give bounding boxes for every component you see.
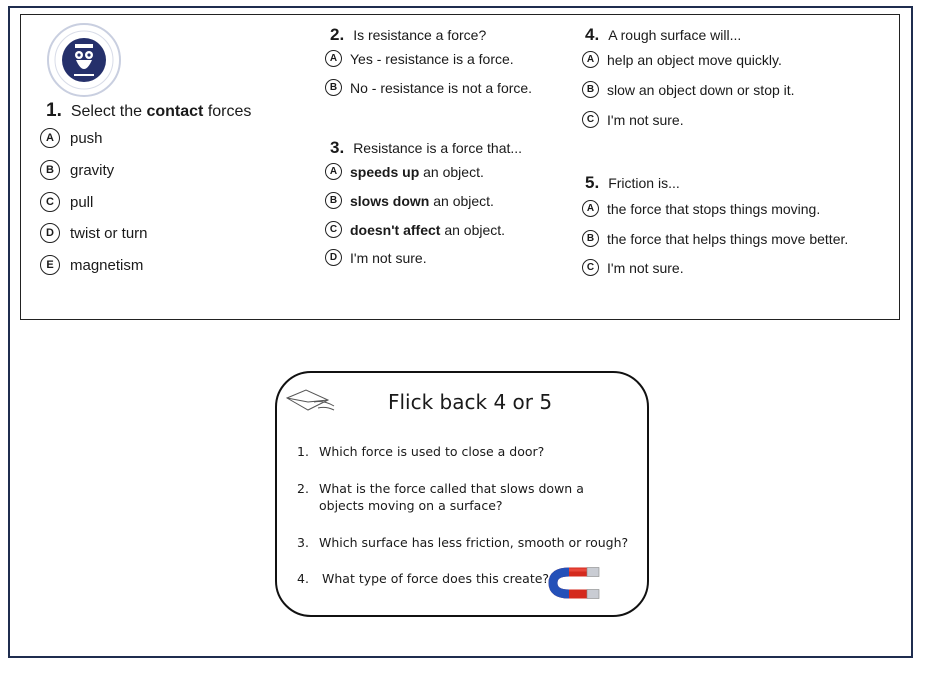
option-letter: B — [582, 230, 599, 247]
school-owl-crest-icon — [46, 22, 122, 98]
option-text: Yes - resistance is a force. — [350, 50, 514, 67]
option-letter: D — [40, 223, 60, 243]
option-letter: B — [325, 192, 342, 209]
option-text: I'm not sure. — [350, 249, 427, 266]
recap-question-1 — [297, 443, 544, 460]
recap-question-text: Which surface has less friction, smooth or rough? — [319, 535, 629, 550]
recap-question-4 — [297, 570, 549, 587]
question-number: 5. — [585, 173, 600, 192]
option-text: twist or turn — [70, 224, 148, 242]
recap-question-number: 1. — [297, 444, 309, 459]
q3-option-a[interactable] — [325, 163, 484, 180]
option-letter: C — [582, 111, 599, 128]
question-number: 2. — [330, 25, 345, 44]
option-letter: C — [325, 221, 342, 238]
question-3-heading — [330, 138, 522, 158]
option-text-bold: slows down — [350, 192, 430, 209]
question-text-emphasis: contact — [146, 103, 204, 120]
q1-option-d[interactable] — [40, 223, 148, 243]
option-text: gravity — [70, 161, 115, 179]
option-text: I'm not sure. — [607, 259, 684, 276]
option-text: an object. — [440, 221, 506, 238]
option-letter: A — [325, 50, 342, 67]
q2-option-b[interactable] — [325, 79, 532, 96]
horseshoe-magnet-icon — [545, 565, 603, 599]
recap-question-2 — [297, 480, 584, 514]
option-text: an object. — [429, 192, 494, 209]
option-text: magnetism — [70, 256, 144, 274]
question-number: 1. — [46, 100, 62, 121]
question-text-prefix: Select the — [70, 103, 147, 120]
question-text: A rough surface will... — [608, 27, 742, 43]
option-text: the force that helps things move better. — [607, 230, 849, 247]
recap-question-text-line-2: objects moving on a surface? — [319, 498, 503, 513]
question-text: Is resistance a force? — [353, 27, 487, 43]
q3-option-b[interactable] — [325, 192, 494, 209]
option-letter: C — [40, 192, 60, 212]
q1-option-e[interactable] — [40, 255, 143, 275]
option-text: the force that stops things moving. — [607, 200, 821, 217]
option-letter: A — [325, 163, 342, 180]
envelope-icon — [284, 386, 336, 416]
option-text: slow an object down or stop it. — [607, 81, 795, 98]
recap-question-text: Which force is used to close a door? — [319, 444, 545, 459]
q1-option-c[interactable] — [40, 192, 93, 212]
q1-option-b[interactable] — [40, 160, 114, 180]
q4-option-b[interactable] — [582, 81, 795, 98]
question-text-suffix: forces — [203, 103, 252, 120]
option-letter: A — [40, 128, 60, 148]
q2-option-a[interactable] — [325, 50, 514, 67]
question-number: 4. — [585, 25, 600, 44]
q3-option-c[interactable] — [325, 221, 505, 238]
option-letter: A — [582, 51, 599, 68]
option-text-bold: speeds up — [350, 163, 420, 180]
q4-option-c[interactable] — [582, 111, 684, 128]
question-4-heading — [585, 25, 741, 45]
option-letter: E — [40, 255, 60, 275]
recap-question-3 — [297, 534, 628, 551]
option-letter: D — [325, 249, 342, 266]
recap-question-number: 2. — [297, 481, 309, 496]
option-text: I'm not sure. — [607, 111, 684, 128]
question-number: 3. — [330, 138, 345, 157]
question-1-heading — [46, 100, 251, 122]
option-text: push — [70, 129, 103, 147]
question-text: Friction is... — [608, 175, 680, 191]
option-text: No - resistance is not a force. — [350, 79, 533, 96]
q5-option-a[interactable] — [582, 200, 820, 217]
option-letter: B — [582, 81, 599, 98]
q3-option-d[interactable] — [325, 249, 427, 266]
recap-question-number: 4. — [297, 571, 309, 586]
option-text: pull — [70, 193, 94, 211]
option-text-bold: doesn't affect — [350, 221, 441, 238]
option-letter: B — [40, 160, 60, 180]
q4-option-a[interactable] — [582, 51, 782, 68]
option-text: help an object move quickly. — [607, 51, 782, 68]
question-text: Resistance is a force that... — [353, 140, 523, 156]
q5-option-c[interactable] — [582, 259, 684, 276]
q1-option-a[interactable] — [40, 128, 103, 148]
flick-back-title: Flick back 4 or 5 — [388, 390, 553, 414]
question-2-heading — [330, 25, 486, 45]
q5-option-b[interactable] — [582, 230, 848, 247]
option-letter: B — [325, 79, 342, 96]
question-5-heading — [585, 173, 680, 193]
option-text: an object. — [419, 163, 484, 180]
recap-question-number: 3. — [297, 535, 309, 550]
option-letter: A — [582, 200, 599, 217]
recap-question-text: What type of force does this create? — [322, 571, 550, 586]
recap-question-text: What is the force called that slows down a — [319, 481, 584, 496]
option-letter: C — [582, 259, 599, 276]
